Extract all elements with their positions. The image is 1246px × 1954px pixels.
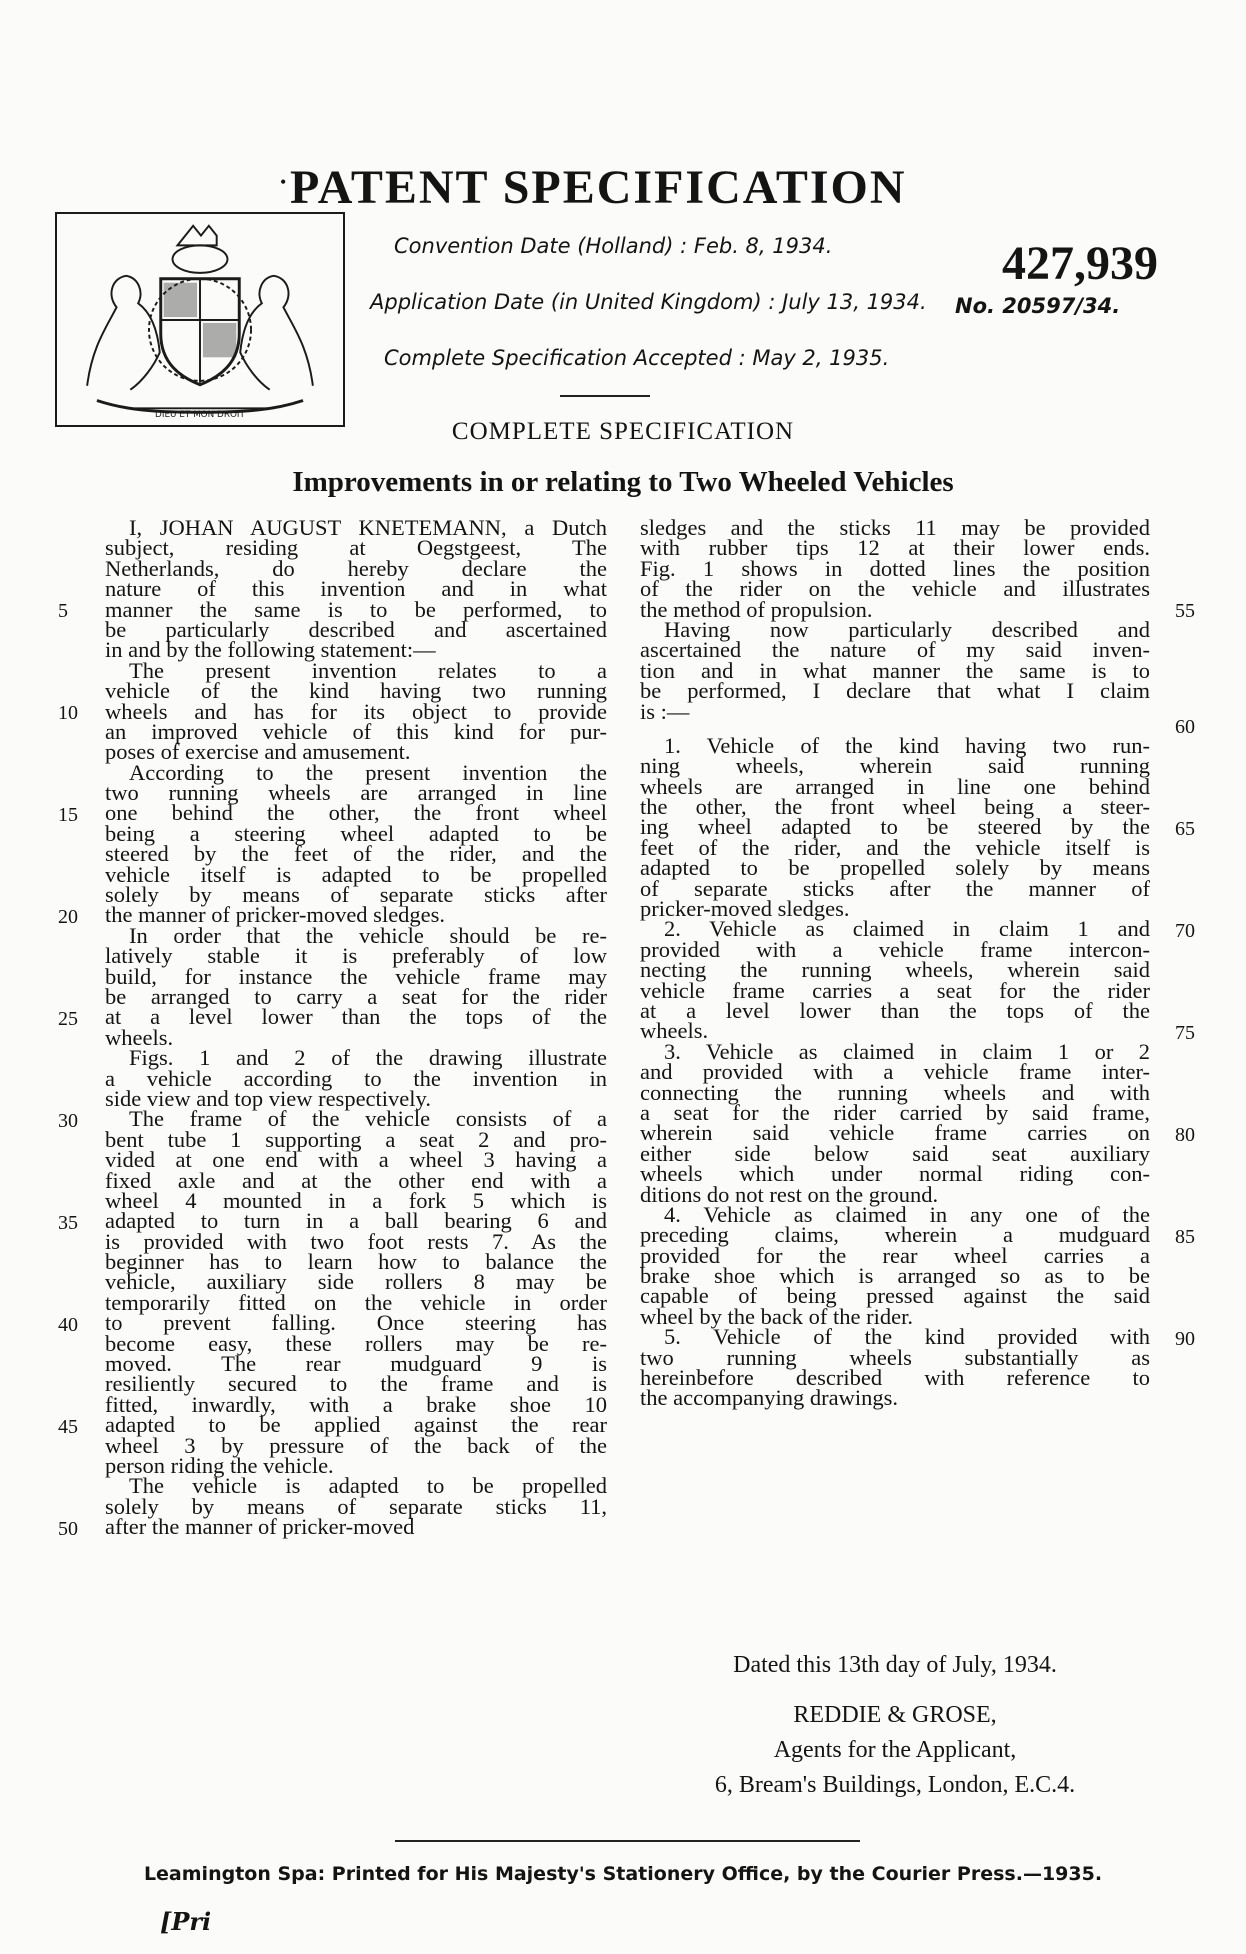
text-line: build, for instance the vehicle frame may <box>105 963 607 989</box>
text-line: solely by means of separate sticks 11, <box>105 1493 607 1519</box>
text-line: after the manner of pricker-moved <box>105 1514 415 1540</box>
accepted-date: Complete Specification Accepted : May 2, 1935. <box>384 346 890 370</box>
text-line: manner the same is to be performed, to <box>105 596 607 622</box>
text-line: 3. Vehicle as claimed in claim 1 or 2 <box>664 1038 1150 1064</box>
text-line: pricker-moved sledges. <box>640 896 850 922</box>
text-line: two running wheels substantially as <box>640 1344 1150 1370</box>
text-line: wheels and has for its object to provide <box>105 698 607 724</box>
text-line: vehicle, auxiliary side rollers 8 may be <box>105 1269 607 1295</box>
text-line: the other, the front wheel being a steer- <box>640 794 1150 820</box>
line-number: 90 <box>1175 1327 1195 1350</box>
text-line: either side below said seat auxiliary <box>640 1140 1150 1166</box>
text-line: connecting the running wheels and with <box>640 1079 1150 1105</box>
line-number: 80 <box>1175 1123 1195 1146</box>
text-line: become easy, these rollers may be re- <box>105 1330 607 1356</box>
text-line: ing wheel adapted to be steered by the <box>640 814 1150 840</box>
text-line: wheels. <box>640 1018 709 1044</box>
text-line: The vehicle is adapted to be propelled <box>129 1473 607 1499</box>
title-dot: • <box>280 172 287 192</box>
text-line: one behind the other, the front wheel <box>105 800 607 826</box>
text-line: solely by means of separate sticks after <box>105 882 607 908</box>
complete-specification-heading: COMPLETE SPECIFICATION <box>451 418 795 445</box>
text-line: wherein said vehicle frame carries on <box>640 1120 1150 1146</box>
text-line: wheels which under normal riding con- <box>640 1161 1150 1187</box>
text-line: brake shoe which is arranged so as to be <box>640 1263 1150 1289</box>
text-line: bent tube 1 supporting a seat 2 and pro- <box>105 1126 607 1152</box>
line-number: 5 <box>58 599 68 622</box>
line-number: 75 <box>1175 1021 1195 1044</box>
text-line: and provided with a vehicle frame inter- <box>640 1059 1150 1085</box>
line-number: 50 <box>58 1517 78 1540</box>
line-number: 15 <box>58 803 78 826</box>
application-number: No. 20597/34. <box>955 294 1121 318</box>
text-line: The frame of the vehicle consists of a <box>129 1106 607 1132</box>
text-line: poses of exercise and amusement. <box>105 739 411 765</box>
text-line: adapted to turn in a ball bearing 6 and <box>105 1208 607 1234</box>
text-line: 1. Vehicle of the kind having two run- <box>664 732 1150 758</box>
text-line: at a level lower than the tops of the <box>640 997 1150 1023</box>
text-line: is provided with two foot rests 7. As the <box>105 1228 607 1254</box>
line-number: 55 <box>1175 599 1195 622</box>
text-line: temporarily fitted on the vehicle in order <box>105 1289 607 1315</box>
text-line: to prevent falling. Once steering has <box>105 1310 607 1336</box>
text-line: 2. Vehicle as claimed in claim 1 and <box>664 916 1150 942</box>
text-line: be arranged to carry a seat for the rider <box>105 983 607 1009</box>
line-number: 30 <box>58 1109 78 1132</box>
text-line: fitted, inwardly, with a brake shoe 10 <box>105 1391 607 1417</box>
text-line: Fig. 1 shows in dotted lines the position <box>640 555 1150 581</box>
line-number: 70 <box>1175 919 1195 942</box>
text-line: in and by the following statement:— <box>105 637 436 663</box>
text-line: vehicle frame carries a seat for the rider <box>640 977 1150 1003</box>
text-line: a vehicle according to the invention in <box>105 1065 607 1091</box>
print-mark: [Pri <box>160 1907 212 1936</box>
line-number: 10 <box>58 701 78 724</box>
text-line: side view and top view respectively. <box>105 1085 431 1111</box>
text-line: resiliently secured to the frame and is <box>105 1371 607 1397</box>
line-number: 60 <box>1175 715 1195 738</box>
text-line: be particularly described and ascertained <box>105 616 607 642</box>
text-line: Figs. 1 and 2 of the drawing illustrate <box>129 1045 607 1071</box>
printer-footer: Leamington Spa: Printed for His Majesty's Stationery Office, by the Courier Press.—1935. <box>143 1863 1103 1885</box>
convention-date: Convention Date (Holland) : Feb. 8, 1934. <box>394 234 833 258</box>
text-line: preceding claims, wherein a mudguard <box>640 1222 1150 1248</box>
text-line: moved. The rear mudguard 9 is <box>105 1351 607 1377</box>
text-line: two running wheels are arranged in line <box>105 780 607 806</box>
text-line: sledges and the sticks 11 may be provided <box>640 515 1150 540</box>
line-number: 35 <box>58 1211 78 1234</box>
text-line: vided at one end with a wheel 3 having a <box>105 1147 607 1173</box>
agent-name: REDDIE & GROSE, <box>793 1702 997 1728</box>
text-line: In order that the vehicle should be re- <box>129 922 607 948</box>
faint-stamp <box>535 87 1081 157</box>
line-number: 65 <box>1175 817 1195 840</box>
line-number: 20 <box>58 905 78 928</box>
crest-motto: DIEU ET MON DROIT <box>155 410 245 421</box>
text-line: capable of being pressed against the said <box>640 1283 1150 1309</box>
text-line: wheels. <box>105 1024 174 1050</box>
text-line: the accompanying drawings. <box>640 1385 899 1411</box>
line-number: 85 <box>1175 1225 1195 1248</box>
text-line: tion and in what manner the same is to <box>640 657 1150 683</box>
royal-coat-of-arms <box>55 212 345 427</box>
text-line: According to the present invention the <box>129 759 607 785</box>
text-line: feet of the rider, and the vehicle itself is <box>640 834 1150 860</box>
text-line: wheel 3 by pressure of the back of the <box>105 1432 607 1458</box>
text-line: wheel 4 mounted in a fork 5 which is <box>105 1187 607 1213</box>
text-line: the manner of pricker-moved sledges. <box>105 902 446 928</box>
patent-number: 427,939 <box>1002 237 1158 290</box>
footer-divider <box>395 1840 860 1842</box>
text-line: vehicle of the kind having two running <box>105 678 607 704</box>
dated-line: Dated this 13th day of July, 1934. <box>733 1652 1057 1678</box>
text-line: at a level lower than the tops of the <box>105 1004 607 1030</box>
text-line: adapted to be propelled solely by means <box>640 855 1150 881</box>
text-line: ning wheels, wherein said running <box>640 753 1150 779</box>
text-line: latively stable it is preferably of low <box>105 943 607 969</box>
text-line: wheel by the back of the rider. <box>640 1303 914 1329</box>
text-line: is :— <box>640 698 690 724</box>
text-line: Netherlands, do hereby declare the <box>105 555 607 581</box>
text-line: The present invention relates to a <box>129 657 607 683</box>
invention-title: Improvements in or relating to Two Wheeled Vehicles <box>292 466 954 498</box>
patent-title: PATENT SPECIFICATION <box>290 161 907 214</box>
text-line: a seat for the rider carried by said frame, <box>640 1099 1150 1125</box>
text-line: vehicle itself is adapted to be propelled <box>105 861 607 887</box>
text-line: person riding the vehicle. <box>105 1452 334 1478</box>
text-line: be performed, I declare that what I claim <box>640 678 1150 704</box>
text-line: 5. Vehicle of the kind provided with <box>664 1324 1150 1350</box>
text-line: necting the running wheels, wherein said <box>640 957 1150 983</box>
text-line: fixed axle and at the other end with a <box>105 1167 607 1193</box>
line-number: 40 <box>58 1313 78 1336</box>
text-line: I, JOHAN AUGUST KNETEMANN, a Dutch <box>129 515 607 540</box>
text-line: the method of propulsion. <box>640 596 873 622</box>
line-number: 25 <box>58 1007 78 1030</box>
text-line: provided for the rear wheel carries a <box>640 1242 1150 1268</box>
text-line: of the rider on the vehicle and illustrates <box>640 576 1150 602</box>
text-line: beginner has to learn how to balance the <box>105 1249 607 1275</box>
text-line: ascertained the nature of my said inven- <box>640 637 1150 663</box>
text-line: ditions do not rest on the ground. <box>640 1181 939 1207</box>
text-line: an improved vehicle of this kind for pur- <box>105 718 607 744</box>
short-divider <box>560 395 650 397</box>
text-line: of separate sticks after the manner of <box>640 875 1150 901</box>
text-line: nature of this invention and in what <box>105 576 607 602</box>
text-line: provided with a vehicle frame intercon- <box>640 936 1150 962</box>
right-column <box>640 515 1150 1411</box>
agent-role: Agents for the Applicant, <box>773 1737 1017 1763</box>
text-line: Having now particularly described and <box>664 616 1150 642</box>
left-column <box>105 515 607 1540</box>
text-line: hereinbefore described with reference to <box>640 1365 1150 1391</box>
line-number: 45 <box>58 1415 78 1438</box>
application-date: Application Date (in United Kingdom) : July 13, 1934. <box>370 290 927 314</box>
text-line: being a steering wheel adapted to be <box>105 820 607 846</box>
agent-address: 6, Bream's Buildings, London, E.C.4. <box>714 1772 1076 1798</box>
text-line: wheels are arranged in line one behind <box>640 773 1150 799</box>
text-line: 4. Vehicle as claimed in any one of the <box>664 1201 1150 1227</box>
text-line: with rubber tips 12 at their lower ends. <box>640 535 1150 561</box>
text-line: steered by the feet of the rider, and the <box>105 841 607 867</box>
text-line: subject, residing at Oegstgeest, The <box>105 535 607 561</box>
crest-icon <box>57 214 343 425</box>
text-line: adapted to be applied against the rear <box>105 1412 607 1438</box>
